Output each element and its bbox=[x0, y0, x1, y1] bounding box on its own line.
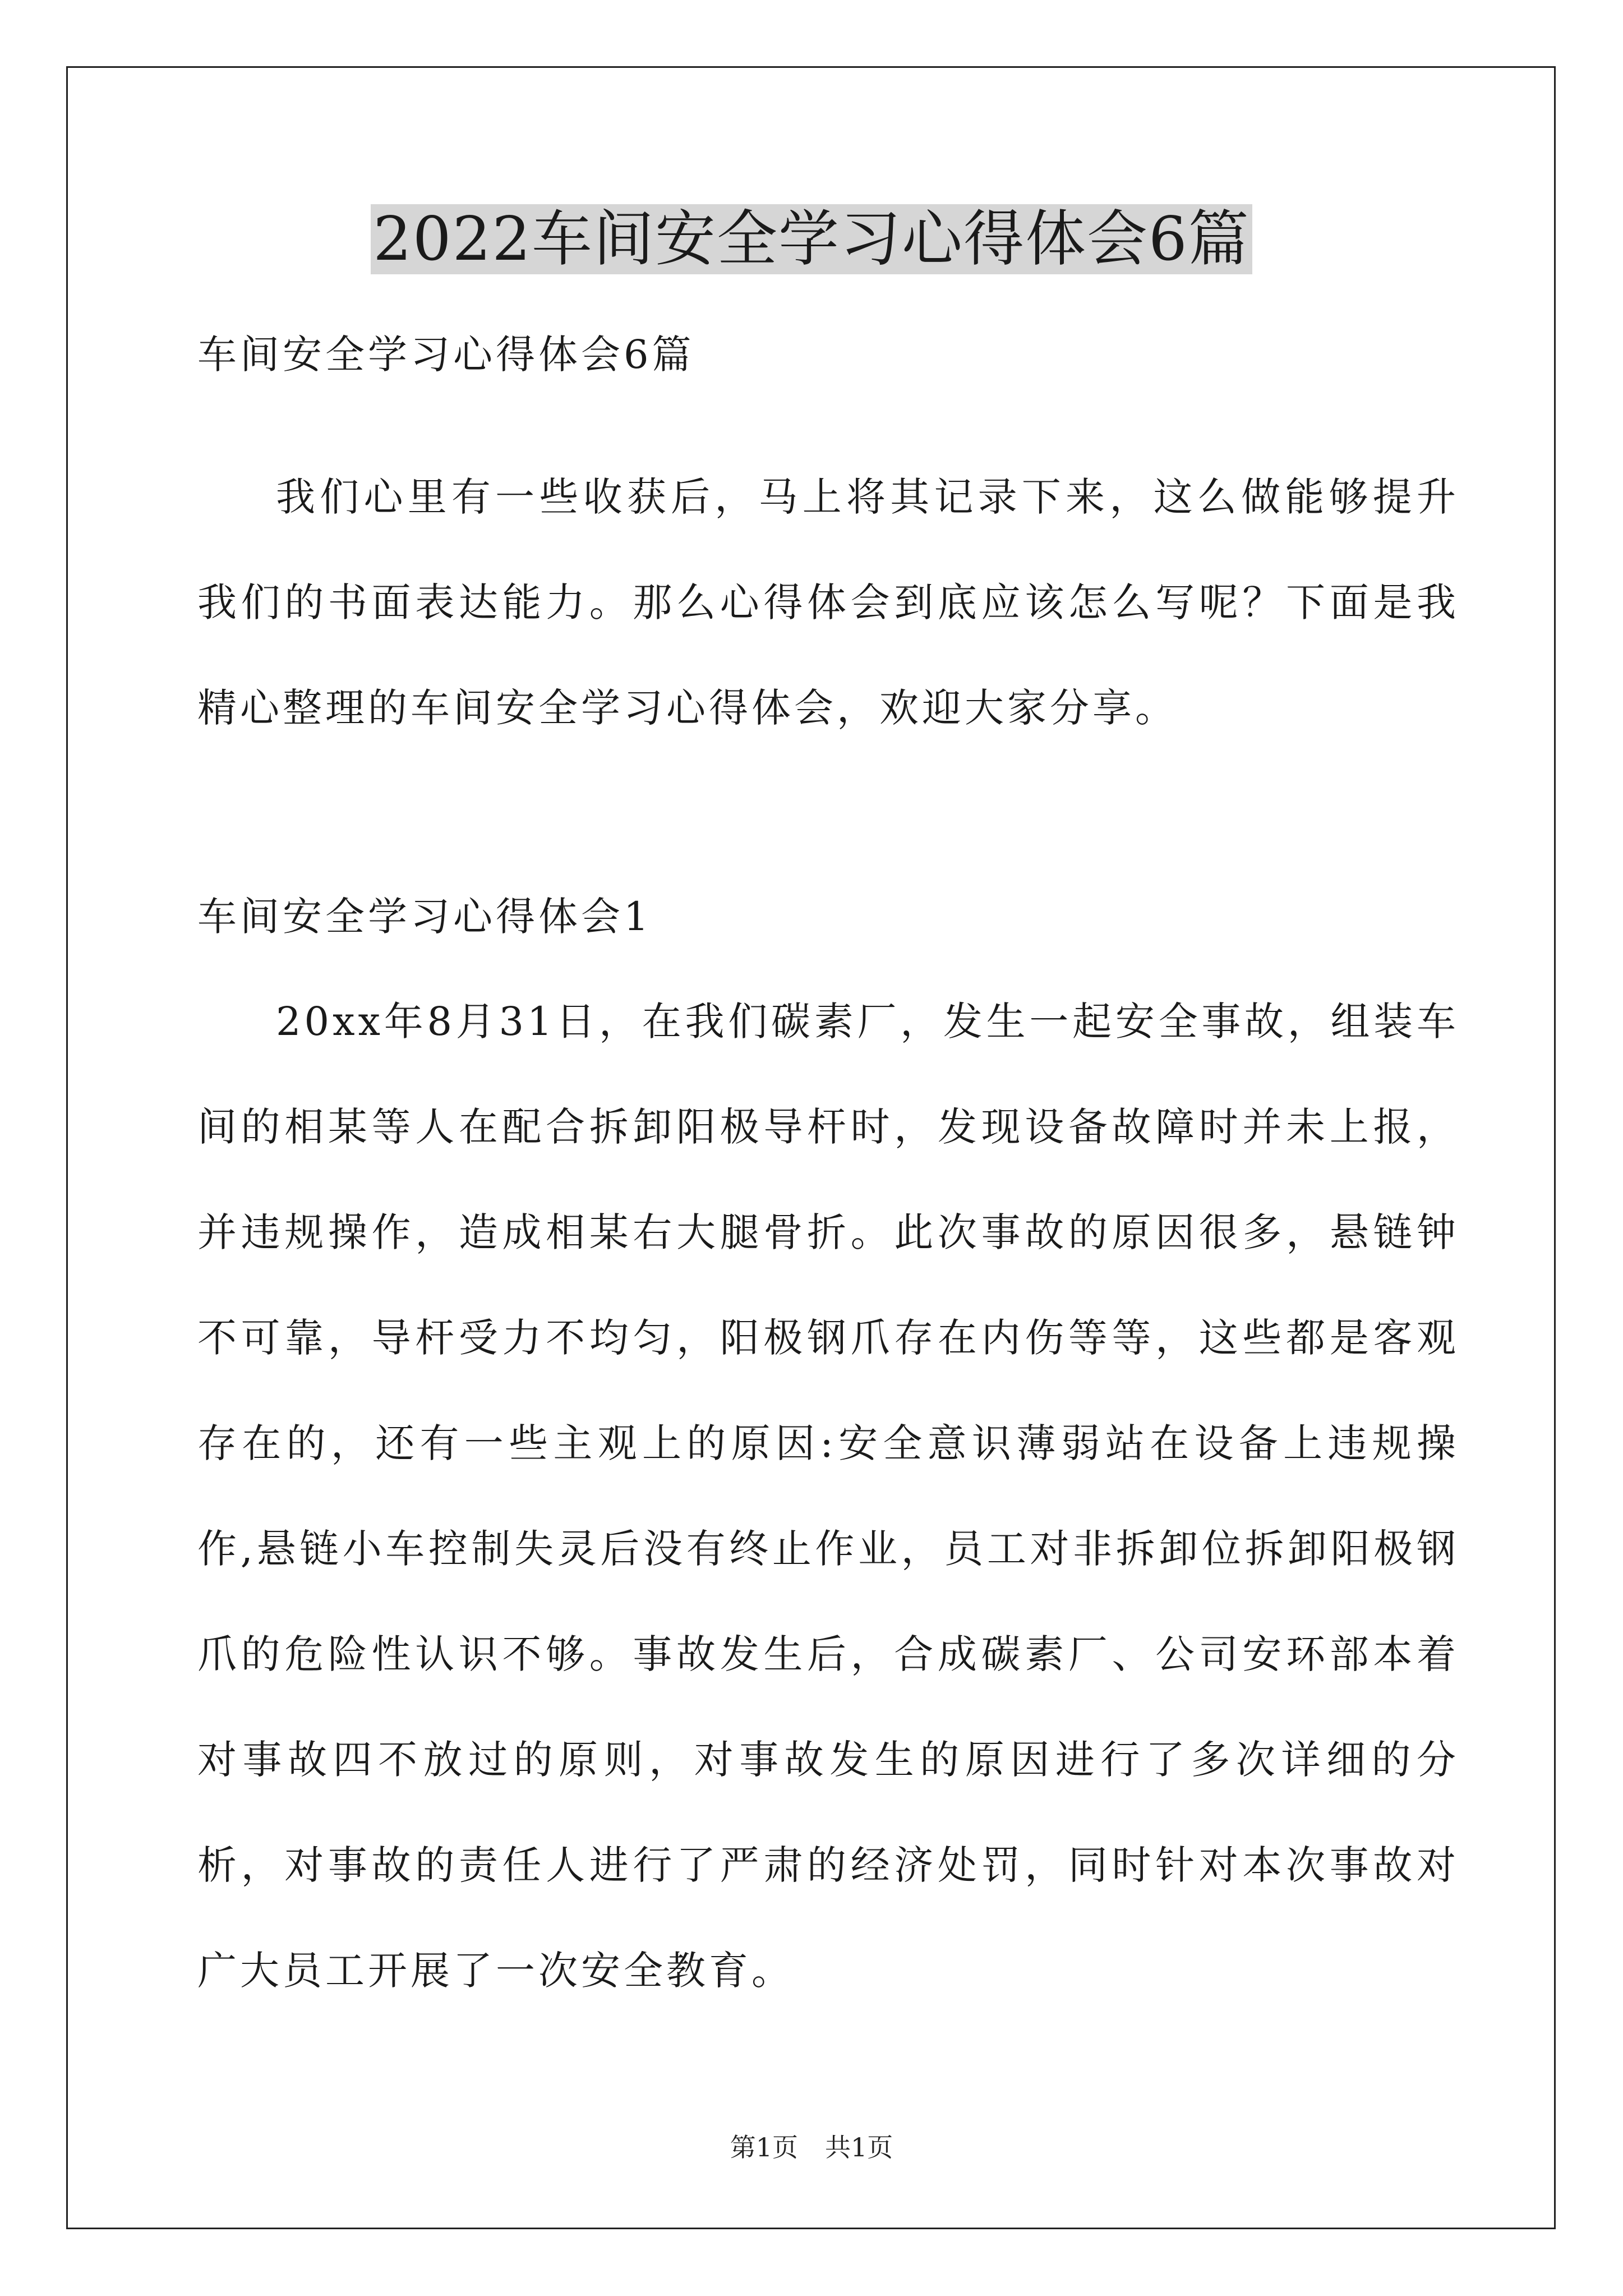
document-title bbox=[0, 197, 1623, 282]
page-footer bbox=[0, 2131, 1623, 2164]
intro-paragraph: 我们心里有一些收获后，马上将其记录下来，这么做能够提升我们的书面表达能力。那么心得体会到底应该怎么写呢？下面是我精心整理的车间安全学习心得体会，欢迎大家分享。 bbox=[197, 474, 1459, 731]
document-subtitle: 车间安全学习心得体会6篇 bbox=[197, 332, 695, 378]
document-title-text: 2022车间安全学习心得体会6篇 bbox=[371, 204, 1252, 274]
page-number: 第1页 bbox=[730, 2132, 798, 2162]
section-heading: 车间安全学习心得体会1 bbox=[197, 894, 652, 940]
page-total: 共1页 bbox=[825, 2132, 893, 2162]
section-body-paragraph: 20xx年8月31日，在我们碳素厂，发生一起安全事故，组装车间的相某等人在配合拆卸阳极导杆时，发现设备故障时并未上报，并违规操作，造成相某右大腿骨折。此次事故的原因很多，悬链钟不可靠，导杆受力不均匀，阳极钢爪存在内伤等等，这些都是客观存在的，还有一些主观上的原因:安全意识薄弱站在设备上违规操作,悬链小车控制失灵后没有终止作业，员工对非拆卸位拆卸阳极钢爪的危险性认识不够。事故发生后，合成碳素厂、公司安环部本着对事故四不放过的原则，对事故发生的原因进行了多次详细的分析，对事故的责任人进行了严肃的经济处罚，同时针对本次事故对广大员工开展了一次安全教育。 bbox=[197, 999, 1459, 1994]
